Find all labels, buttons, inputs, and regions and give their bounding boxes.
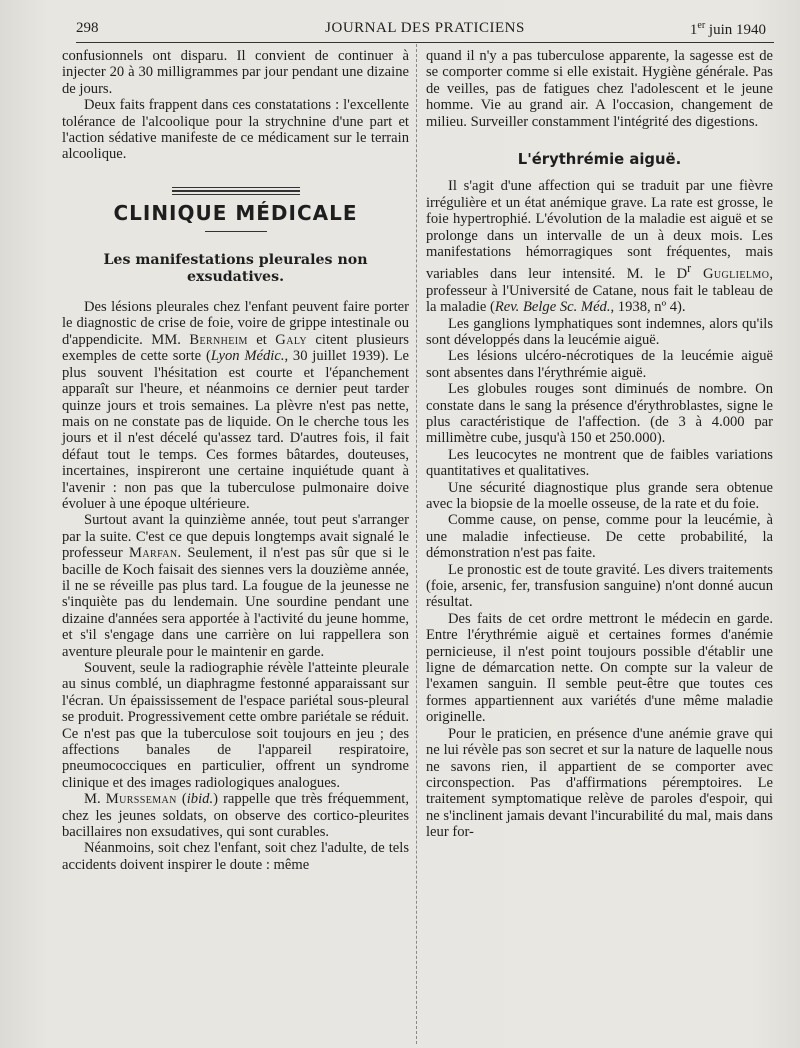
section-ornament [172,187,300,195]
paragraph: M. Mursseman (ibid.) rappelle que très fréquemment, chez les jeunes soldats, on observe des cortico-pleurites bacillaires non exsudatives, qui sont curables. [62,791,409,841]
article-title: Les manifestations pleurales non exsudatives. [103,252,368,285]
paragraph: Le pronostic est de toute gravité. Les divers traitements (foie, arsenic, fer, transfusion sanguine) n'ont donné aucun résultat. [426,561,773,611]
paragraph: Pour le praticien, en présence d'une anémie grave qui ne lui révèle pas son secret et sur la nature de laquelle nous ne savons rien, il appartient de se comporter avec circonspection. Pas d'affirmations péremptoires. Le traitement symptomatique relève de paroles d'espoir, qui ne s'inclinent jamais devant l'incurabilité du mal, mais dans leur for- [426,725,773,841]
running-header [76,20,774,43]
paragraph: Les leucocytes ne montrent que de faibles variations quantitatives et qualitatives. [426,446,773,480]
paragraph: Souvent, seule la radiographie révèle l'atteinte pleurale au sinus comblé, un diaphragme festonné apparaissant sur l'écran. Un épaississement de l'espace pariétal sous-pleural se produit. Progressivement cette ombre pariétale se réduit. Ce n'est pas que la tuberculose soit toujours en jeu ; des affections banales de l'appareil respiratoire, pneumococciques en particulier, offrent un syndrome clinique et des images radiologiques analogues. [62,660,409,791]
paragraph: Comme cause, on pense, comme pour la leucémie, à une maladie infectieuse. De cette probabilité, la démonstration n'est pas faite. [426,512,773,562]
paragraph: Les lésions ulcéro-nécrotiques de la leucémie aiguë sont absentes dans l'érythrémie aiguë. [426,348,773,381]
column-divider [416,44,417,1044]
paragraph: Des lésions pleurales chez l'enfant peuvent faire porter le diagnostic de crise de foie, voire de grippe intestinale ou d'appendicite. MM. Bernheim et Galy citent plusieurs exemples de cette sorte (Lyon Médic., 30 juillet 1939). Le plus souvent l'hésitation est courte et l'épanchement apparaît sur l'heure, et néanmoins ce dernier peut tarder quinze jours et trois semaines. La plèvre n'est pas nette, mais on ne constate pas de liquide. On le cherche tous les jours et il n'est décelé qu'assez tard. D'autres fois, il fait défaut tout le temps. Ces formes bâtardes, douteuses, incertaines, inspireront une certaine inquiétude quant à l'avenir : non pas que la tuberculose pulmonaire doive évoluer à une époque ultérieure. [62,299,409,512]
paragraph: Néanmoins, soit chez l'enfant, soit chez l'adulte, de tels accidents doivent inspirer le doute : même [62,840,409,873]
paragraph: Il s'agit d'une affection qui se traduit par une fièvre irrégulière et un état anémique grave. La rate est grosse, le foie hypertrophié. L'évolution de la maladie est aiguë et se prolonge dans un intervalle de un à deux mois. Les manifestations hémorragiques sont fréquentes, mais variables dans leur intensité. M. le $D^r$ Guglielmo, professeur à l'Université de Catane, nous fait le tableau de la maladie (Rev. Belge Sc. Méd., 1938, nº 4). [426,178,773,316]
left-column [62,48,409,873]
article-title: L'érythrémie aiguë. [517,151,682,169]
paragraph: Les ganglions lymphatiques sont indemnes, alors qu'ils sont développés dans la leucémie aiguë. [426,315,773,348]
section-title: CLINIQUE MÉDICALE [113,200,358,225]
journal-title: JOURNAL DES PRATICIENS [325,20,525,36]
issue-date: 1er juin 1940 [689,20,766,38]
paragraph: Une sécurité diagnostique plus grande sera obtenue avec la biopsie de la moelle osseuse, de la rate et du foie. [426,479,773,513]
paragraph: Deux faits frappent dans ces constatations : l'excellente tolérance de l'alcoolique pour la strychnine d'une part et l'action sédative manifeste de ce médicament sur le terrain alcoolique. [62,97,409,163]
paragraph: Les globules rouges sont diminués de nombre. On constate dans le sang la présence d'érythroblastes, signe le plus caractéristique de l'affection. (de 3 à 4.000 par millimètre cube, jusqu'à 150 et 250.000). [426,381,773,447]
page-number: 298 [76,20,99,36]
paragraph: quand il n'y a pas tuberculose apparente, la sagesse est de se comporter comme si elle existait. Hygiène générale. Pas de veilles, pas de fatigues chez l'adolescent et le jeune homme. Vie au grand air. A l'occasion, changement de milieu. Surveiller constamment l'intégrité des digestions. [426,48,773,130]
title-rule [205,231,267,232]
paragraph: Surtout avant la quinzième année, tout peut s'arranger par la suite. C'est ce que depuis longtemps avait signalé le professeur Marfan. Seulement, il n'est pas sûr que si le bacille de Koch faisait des siennes vers la douzième année, il ne se réveille pas plus tard. La fougue de la jeunesse ne s'inquiète pas du lendemain. Une sourdine pendant une dizaine d'années sera apportée à l'activité du jeune homme, et s'il s'engage dans une carrière on lui rappellera son aventure pleurale pour le maintenir en garde. [62,512,409,660]
right-column [426,48,773,841]
paragraph: confusionnels ont disparu. Il convient de continuer à injecter 20 à 30 milligrammes par jour pendant une dizaine de jours. [62,48,409,97]
paragraph: Des faits de cet ordre mettront le médecin en garde. Entre l'érythrémie aiguë et certaines formes d'anémie pernicieuse, il n'est point toujours possible d'établir une ligne de démarcation nette. On compte sur la valeur de l'examen sanguin. Il semble peut-être que toutes ces formes appartiennent aux variétés d'une même maladie originelle. [426,610,773,726]
